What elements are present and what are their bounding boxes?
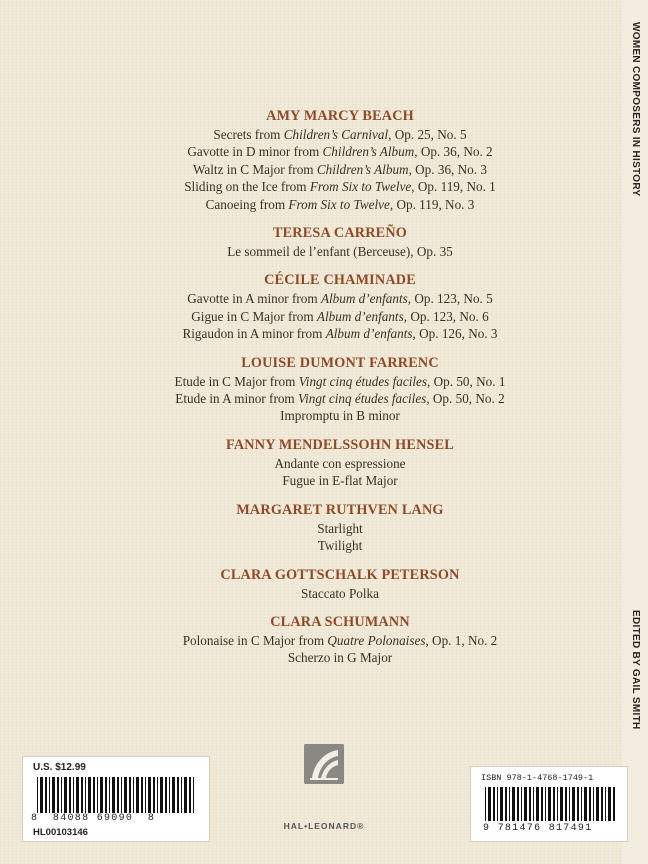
piece-title	[60, 178, 620, 195]
barcode-bar	[601, 787, 603, 821]
composer-name: CLARA GOTTSCHALK PETERSON	[220, 566, 460, 583]
price-box	[22, 756, 210, 842]
composer-name: TERESA CARREÑO	[272, 225, 408, 242]
barcode-bar	[85, 777, 86, 813]
barcode-bar	[509, 787, 510, 821]
barcode-bar	[172, 777, 175, 813]
piece-title	[60, 472, 620, 489]
barcode-bar	[97, 777, 98, 813]
barcode-bar	[93, 777, 95, 813]
piece-text: Fugue in E-flat Major	[282, 473, 398, 489]
barcode-bar	[548, 787, 551, 821]
composer-name: CLARA SCHUMANN	[270, 613, 410, 630]
composer-section	[60, 353, 620, 425]
barcode-bar	[129, 777, 131, 813]
piece-title	[60, 243, 620, 260]
barcode-bar	[177, 777, 179, 813]
piece-title	[60, 632, 620, 649]
barcode-bar	[169, 777, 170, 813]
barcode-bar	[52, 777, 55, 813]
composer-name: CÉCILE CHAMINADE	[264, 272, 416, 289]
publisher-logo	[272, 744, 376, 844]
barcode-bar	[557, 787, 558, 821]
collection-title: Quatre Polonaises	[327, 632, 426, 648]
isbn-label: ISBN 978-1-4768-1749-1	[481, 773, 594, 783]
barcode-bar	[112, 777, 115, 813]
piece-text: Starlight	[317, 520, 363, 536]
barcode-bar	[37, 777, 38, 813]
barcode-bar	[81, 777, 83, 813]
piece-title	[60, 585, 620, 602]
upc-barcode	[37, 777, 197, 817]
barcode-bar	[545, 787, 546, 821]
barcode-bar	[64, 777, 67, 813]
piece-opus: , Op. 50, No. 2	[426, 391, 505, 407]
spine-editor: EDITED BY GAIL SMITH	[630, 610, 641, 730]
barcode-bar	[117, 777, 119, 813]
barcode-bar	[524, 787, 527, 821]
isbn-digits: 9 781476 817491	[483, 823, 593, 834]
barcode-bar	[145, 777, 146, 813]
piece-title	[60, 308, 620, 325]
collection-title: Children’s Album	[316, 161, 409, 177]
barcode-bar	[184, 777, 187, 813]
barcode-bar	[521, 787, 522, 821]
barcode-bar	[577, 787, 579, 821]
hal-leonard-logo-icon	[304, 744, 344, 784]
barcode-bar	[485, 787, 486, 821]
piece-text: Scherzo in G Major	[287, 650, 393, 666]
barcode-bar	[189, 777, 191, 813]
barcode-bar	[605, 787, 606, 821]
contents-list	[60, 106, 620, 677]
barcode-bar	[536, 787, 539, 821]
piece-text: Secrets from	[213, 127, 284, 142]
piece-title	[60, 325, 620, 342]
barcode-bar	[181, 777, 182, 813]
barcode-bar	[529, 787, 531, 821]
barcode-bar	[533, 787, 534, 821]
piece-title	[60, 373, 620, 390]
piece-opus: , Op. 36, No. 3	[408, 161, 487, 177]
piece-title	[60, 196, 620, 213]
barcode-bar	[560, 787, 563, 821]
isbn-barcode	[485, 787, 617, 823]
barcode-bar	[541, 787, 543, 821]
barcode-bar	[572, 787, 575, 821]
barcode-bar	[40, 777, 43, 813]
barcode-bar	[109, 777, 110, 813]
barcode-bar	[49, 777, 50, 813]
barcode-bar	[61, 777, 62, 813]
barcode-bar	[500, 787, 503, 821]
piece-opus: , Op. 50, No. 1	[427, 373, 506, 389]
spine-series-title: WOMEN COMPOSERS IN HISTORY	[630, 22, 641, 197]
piece-title	[60, 520, 620, 537]
barcode-bar	[584, 787, 587, 821]
isbn-box	[470, 766, 628, 842]
collection-title: Children’s Carnival	[283, 127, 389, 142]
piece-title	[60, 390, 620, 407]
price-label: U.S. $12.99	[33, 762, 86, 773]
collection-title: Album d’enfants	[325, 326, 413, 342]
barcode-bar	[148, 777, 151, 813]
barcode-bar	[157, 777, 158, 813]
composer-section	[60, 270, 620, 342]
composer-section	[60, 106, 620, 213]
barcode-bar	[121, 777, 122, 813]
piece-text: Gavotte in A minor from	[187, 291, 321, 307]
piece-text: Canoeing from	[205, 196, 289, 212]
piece-opus: , Op. 119, No. 3	[389, 196, 475, 212]
barcode-bar	[76, 777, 79, 813]
piece-text: Sliding on the Ice from	[184, 179, 310, 195]
piece-opus: , Op. 1, No. 2	[425, 632, 498, 648]
piece-text: Etude in A minor from	[175, 391, 298, 407]
barcode-bar	[165, 777, 167, 813]
piece-text: Staccato Polka	[300, 585, 379, 601]
piece-title	[60, 455, 620, 472]
barcode-bar	[160, 777, 163, 813]
barcode-bar	[45, 777, 47, 813]
barcode-bar	[517, 787, 519, 821]
barcode-bar	[105, 777, 107, 813]
piece-text: Andante con espressione	[274, 455, 406, 471]
piece-opus: , Op. 126, No. 3	[412, 326, 498, 342]
barcode-bar	[553, 787, 555, 821]
piece-text: Le sommeil de l’enfant (Berceuse), Op. 35	[227, 244, 453, 260]
barcode-bar	[493, 787, 495, 821]
barcode-bar	[608, 787, 611, 821]
collection-title: Album d’enfants	[316, 308, 404, 324]
publisher-name: HAL•LEONARD®	[283, 821, 365, 831]
product-code: HL00103146	[33, 827, 88, 838]
piece-opus: , Op. 123, No. 6	[403, 308, 489, 324]
piece-opus: , Op. 123, No. 5	[407, 291, 493, 307]
piece-text: Twilight	[317, 538, 363, 554]
piece-title	[60, 126, 620, 143]
upc-digits: 8 84088 69090 8	[31, 813, 156, 824]
piece-opus: , Op. 25, No. 5	[388, 127, 467, 142]
barcode-bar	[497, 787, 498, 821]
barcode-bar	[505, 787, 507, 821]
barcode-bar	[512, 787, 515, 821]
piece-title	[60, 649, 620, 666]
barcode-bar	[88, 777, 91, 813]
barcode-bar	[73, 777, 74, 813]
barcode-bar	[153, 777, 155, 813]
composer-name: AMY MARCY BEACH	[266, 108, 414, 124]
composer-name: MARGARET RUTHVEN LANG	[236, 501, 444, 518]
piece-opus: , Op. 36, No. 2	[414, 144, 493, 160]
piece-title	[60, 537, 620, 554]
composer-section	[60, 565, 620, 602]
barcode-bar	[488, 787, 491, 821]
composer-name: FANNY MENDELSSOHN HENSEL	[226, 436, 454, 453]
piece-title	[60, 407, 620, 424]
collection-title: Children’s Album	[322, 144, 415, 160]
piece-text: Waltz in C Major from	[193, 161, 317, 177]
barcode-bar	[569, 787, 570, 821]
barcode-bar	[100, 777, 103, 813]
barcode-bar	[193, 777, 194, 813]
barcode-bar	[565, 787, 567, 821]
piece-text: Polonaise in C Major from	[182, 632, 328, 648]
barcode-bar	[133, 777, 134, 813]
piece-text: Etude in C Major from	[174, 373, 299, 389]
barcode-bar	[581, 787, 582, 821]
piece-text: Rigaudon in A minor from	[182, 326, 326, 342]
barcode-bar	[589, 787, 591, 821]
composer-section	[60, 223, 620, 260]
piece-text: Gigue in C Major from	[191, 308, 317, 324]
piece-title	[60, 143, 620, 160]
piece-text: Impromptu in B minor	[280, 408, 400, 424]
composer-name: LOUISE DUMONT FARRENC	[241, 354, 439, 371]
barcode-bar	[596, 787, 599, 821]
composer-section	[60, 500, 620, 555]
collection-title: Vingt cinq études faciles	[298, 373, 428, 389]
collection-title: From Six to Twelve	[309, 179, 412, 195]
barcode-bar	[57, 777, 59, 813]
collection-title: Vingt cinq études faciles	[298, 391, 427, 407]
barcode-bar	[141, 777, 143, 813]
piece-title	[60, 161, 620, 178]
composer-section	[60, 435, 620, 490]
composer-section	[60, 612, 620, 667]
barcode-bar	[136, 777, 139, 813]
barcode-bar	[124, 777, 127, 813]
piece-text: Gavotte in D minor from	[187, 144, 323, 160]
collection-title: Album d’enfants	[320, 291, 408, 307]
collection-title: From Six to Twelve	[288, 196, 390, 212]
piece-title	[60, 290, 620, 307]
barcode-bar	[593, 787, 594, 821]
barcode-bar	[613, 787, 615, 821]
barcode-bar	[69, 777, 71, 813]
piece-opus: , Op. 119, No. 1	[411, 179, 496, 195]
